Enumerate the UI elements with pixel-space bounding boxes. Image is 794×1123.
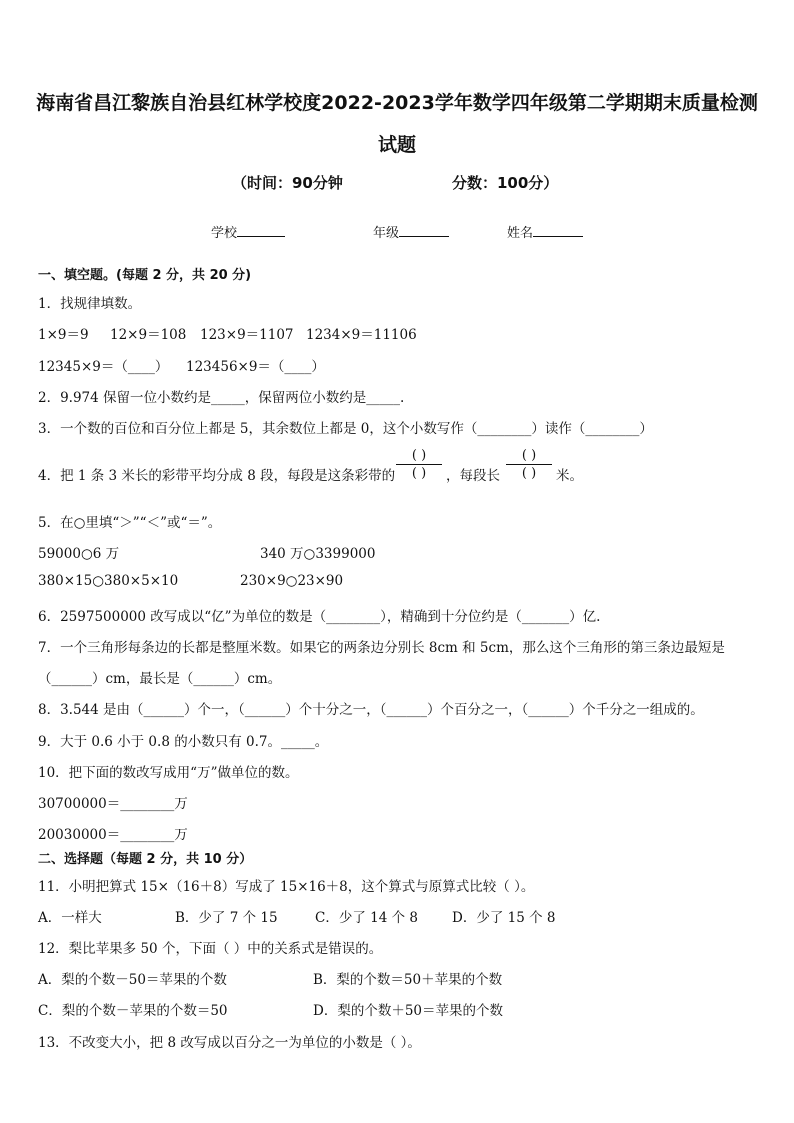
question-4-part-a: 4．把 1 条 3 米长的彩带平均分成 8 段，每段是这条彩带的 — [38, 468, 396, 484]
q1-equation-1: 1×9＝9 — [38, 327, 89, 343]
question-8: 8．3.544 是由（______）个一，（______）个十分之一，（______）个百分之一，（______）个千分之一组成的。 — [38, 702, 704, 718]
q11-option-a[interactable]: A．一样大 — [38, 910, 102, 926]
q1-equation-4: 1234×9＝11106 — [306, 327, 417, 343]
q10-part-b: 20030000＝________万 — [38, 827, 188, 843]
exam-title: 海南省昌江黎族自治县红林学校度2022-2023学年数学四年级第二学期期末质量检测 — [36, 92, 758, 114]
school-field[interactable]: 学校 — [211, 222, 285, 241]
question-1: 1．找规律填数。 — [38, 296, 142, 312]
question-12: 12．梨比苹果多 50 个，下面（ ）中的关系式是错误的。 — [38, 941, 383, 957]
question-2: 2．9.974 保留一位小数约是_____，保留两位小数约是_____. — [38, 390, 405, 406]
question-5: 5．在○里填“＞”“＜”或“＝”。 — [38, 515, 222, 531]
q10-part-a: 30700000＝________万 — [38, 796, 188, 812]
fraction-blank-1[interactable]: ( ) ( ) — [396, 448, 442, 481]
section-heading-fill-in: 一、填空题。(每题 2 分，共 20 分) — [38, 268, 252, 283]
question-11: 11．小明把算式 15×（16＋8）写成了 15×16＋8，这个算式与原算式比较（ ）。 — [38, 879, 535, 895]
grade-field[interactable]: 年级 — [373, 222, 449, 241]
q11-option-d[interactable]: D．少了 15 个 8 — [452, 910, 556, 926]
q12-option-b[interactable]: B．梨的个数＝50＋苹果的个数 — [313, 972, 503, 988]
question-13: 13．不改变大小，把 8 改写成以百分之一为单位的小数是（ ）。 — [38, 1035, 421, 1051]
q5-compare-a: 59000○6 万 — [38, 546, 120, 562]
exam-title-continued: 试题 — [377, 134, 416, 156]
q1-equation-6: 123456×9＝（____） — [186, 359, 325, 375]
name-field[interactable]: 姓名 — [507, 222, 583, 241]
name-blank[interactable] — [533, 224, 583, 237]
q1-equation-3: 123×9＝1107 — [200, 327, 294, 343]
fraction-blank-2[interactable]: ( ) ( ) — [506, 448, 552, 481]
q5-compare-c: 380×15○380×5×10 — [38, 573, 179, 589]
q12-option-a[interactable]: A．梨的个数－50＝苹果的个数 — [38, 972, 227, 988]
question-9: 9．大于 0.6 小于 0.8 的小数只有 0.7。_____。 — [38, 734, 329, 750]
q5-compare-d: 230×9○23×90 — [240, 573, 344, 589]
q12-option-c[interactable]: C．梨的个数－苹果的个数＝50 — [38, 1003, 228, 1019]
section-heading-multiple-choice: 二、选择题（每题 2 分，共 10 分） — [38, 852, 253, 867]
q1-equation-2: 12×9＝108 — [110, 327, 187, 343]
question-6: 6．2597500000 改写成以“亿”为单位的数是（________），精确到十分位约是（_______）亿. — [38, 609, 601, 625]
q11-option-c[interactable]: C．少了 14 个 8 — [315, 910, 418, 926]
q11-option-b[interactable]: B．少了 7 个 15 — [175, 910, 278, 926]
q5-compare-b: 340 万○3399000 — [260, 546, 376, 562]
grade-blank[interactable] — [399, 224, 449, 237]
question-7-line-1: 7．一个三角形每条边的长都是整厘米数。如果它的两条边分别长 8cm 和 5cm，那么这个三角形的第三条边最短是 — [38, 640, 725, 656]
question-7-line-2: （______）cm，最长是（______）cm。 — [38, 671, 282, 687]
exam-score: 分数：100分） — [452, 174, 559, 192]
question-10: 10．把下面的数改写成用“万”做单位的数。 — [38, 765, 299, 781]
school-blank[interactable] — [237, 224, 285, 237]
question-4-part-b: ，每段长 — [446, 468, 500, 484]
exam-time: （时间：90分钟 — [232, 174, 343, 192]
question-3: 3．一个数的百位和百分位上都是 5，其余数位上都是 0，这个小数写作（________）读作（________） — [38, 421, 653, 437]
q12-option-d[interactable]: D．梨的个数＋50＝苹果的个数 — [313, 1003, 504, 1019]
question-4-part-c: 米。 — [556, 468, 583, 484]
q1-equation-5: 12345×9＝（____） — [38, 359, 169, 375]
